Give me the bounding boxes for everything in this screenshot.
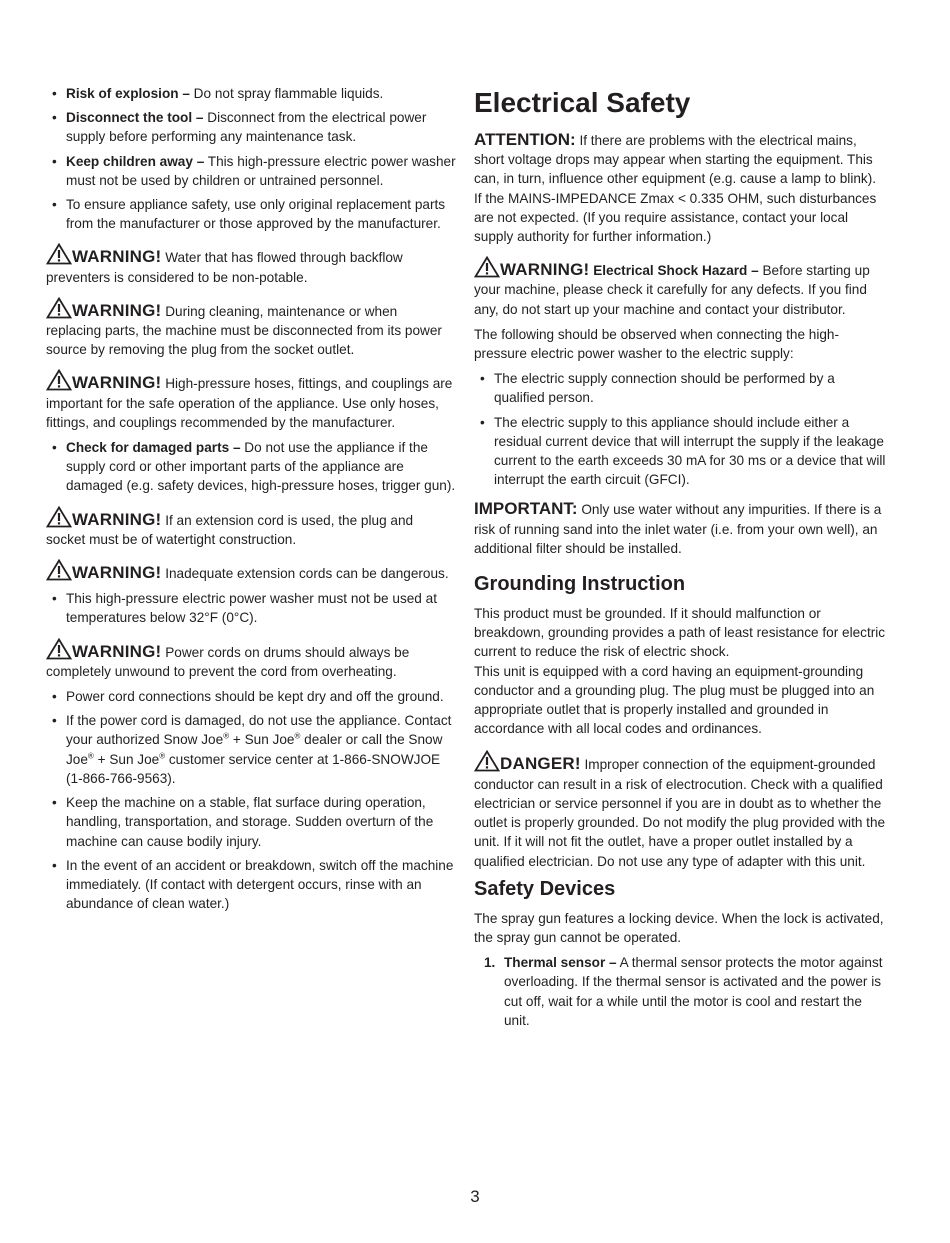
safety-bullets [46,84,456,233]
list-item: • Power cord connections should be kept dry and off the ground. [46,687,456,706]
section-title: Electrical Safety [474,87,691,118]
power-cord-list [46,687,456,913]
damaged-parts-list [46,438,456,496]
list-item: • The electric supply connection should be performed by a qualified person. [474,369,886,407]
grounding-paragraph-1: This product must be grounded. If it should malfunction or breakdown, grounding provides a path of least resistance for electric current to reduce the risk of electric shock. [474,606,886,660]
warning-hoses: WARNING! High-pressure hoses, fittings, and couplings are important for the safe operation of the appliance. Use only hoses, fittings, and couplings recommended by the manufacturer. [46,369,456,432]
list-item: • Keep the machine on a stable, flat surface during operation, handling, transportation, and storage. Sudden overturn of the machine can cause bodily injury. [46,793,456,851]
warning-triangle-icon [474,256,500,278]
list-item: • If the power cord is damaged, do not use the appliance. Contact your authorized Snow Joe® + Sun Joe® dealer or call the Snow Joe® + Sun Joe® customer service center at 1-866-SNOWJOE (1-866-766-9563). [46,711,456,788]
observe-paragraph: The following should be observed when connecting the high-pressure electric power washer to the electric supply: [474,326,840,362]
warning-inadequate-cords: WARNING! Inadequate extension cords can be dangerous. [46,559,456,583]
list-item: • In the event of an accident or breakdown, switch off the machine immediately. (If contact with detergent occurs, rinse with an abundance of clean water.) [46,856,456,914]
warning-electrical-shock: WARNING! Electrical Shock Hazard – Before starting up your machine, please check it carefully for any defects. If you find any, do not start up your machine and contact your distributor. [474,256,886,319]
warning-triangle-icon [46,506,72,528]
list-item: • Keep children away – This high-pressure electric power washer must not be used by children or untrained personnel. [46,152,456,190]
warning-triangle-icon [46,243,72,265]
safety-devices-paragraph: The spray gun features a locking device. When the lock is activated, the spray gun cannot be operated. [474,910,884,945]
danger-paragraph: DANGER! Improper connection of the equipment-grounded conductor can result in a risk of electrocution. Check with a qualified electrician or service personnel if you are in doubt as to whether the outlet is properly grounded. Do not modify the plug provided with the unit. If it will not fit the outlet, have a proper outlet installed by a qualified electrician. Do not use any type of adapter with this unit. [474,750,886,870]
warning-triangle-icon [46,297,72,319]
list-item: • To ensure appliance safety, use only original replacement parts from the manufacturer or those approved by the manufacturer. [46,195,456,233]
right-column [474,86,886,1030]
safety-devices-heading: Safety Devices [474,877,616,900]
warning-triangle-icon [46,559,72,581]
safety-devices-list [474,953,886,1030]
warning-triangle-icon [46,369,72,391]
warning-triangle-icon [46,638,72,660]
grounding-paragraph-2: This unit is equipped with a cord having an equipment-grounding conductor and a grounding plug. The plug must be plugged into an appropriate outlet that is properly installed and grounded in accordance with all local codes and ordinances. [474,663,875,737]
grounding-heading: Grounding Instruction [474,573,686,596]
page-number: 3 [470,1187,480,1206]
warning-disconnect: WARNING! During cleaning, maintenance or when replacing parts, the machine must be disconnected from its power source by removing the plug from the socket outlet. [46,297,456,360]
list-item: 1. Thermal sensor – A thermal sensor protects the motor against overloading. If the thermal sensor is activated and the power is cut off, wait for a while until the motor is cool and restart the unit. [484,955,883,1028]
list-item: • The electric supply to this appliance should include either a residual current device that will interrupt the supply if the leakage current to the earth exceeds 30 mA for 30 ms or a device that will interrupt the earth circuit (GFCI). [474,413,886,490]
list-item: • This high-pressure electric power washer must not be used at temperatures below 32°F (0°C). [46,589,456,627]
left-column [46,84,456,918]
danger-triangle-icon [474,750,500,772]
warning-backflow: WARNING! Water that has flowed through backflow preventers is considered to be non-potable. [46,243,456,286]
temperature-list [46,589,456,627]
attention-paragraph: ATTENTION: If there are problems with the electrical mains, short voltage drops may appear when starting the equipment. This can, in turn, influence other equipment (e.g. cause a lamp to blink). If the MAINS-IMPEDANCE Zmax < 0.335 OHM, such disturbances are not expected. (If you require assistance, contact your local supply authority for further information.) [474,130,877,245]
important-paragraph: IMPORTANT: Only use water without any impurities. If there is a risk of running sand into the inlet water (i.e. from your own well), an additional filter should be installed. [474,499,882,556]
list-item: • Risk of explosion – Do not spray flammable liquids. [46,84,456,103]
warning-extension-cord: WARNING! If an extension cord is used, the plug and socket must be of watertight construction. [46,506,456,549]
list-item: • Check for damaged parts – Do not use the appliance if the supply cord or other important parts of the appliance are damaged (e.g. safety devices, high-pressure hoses, trigger gun). [46,438,456,496]
electric-supply-list [474,369,886,489]
list-item: • Disconnect the tool – Disconnect from the electrical power supply before performing any maintenance task. [46,108,456,146]
warning-drums: WARNING! Power cords on drums should always be completely unwound to prevent the cord from overheating. [46,638,456,681]
